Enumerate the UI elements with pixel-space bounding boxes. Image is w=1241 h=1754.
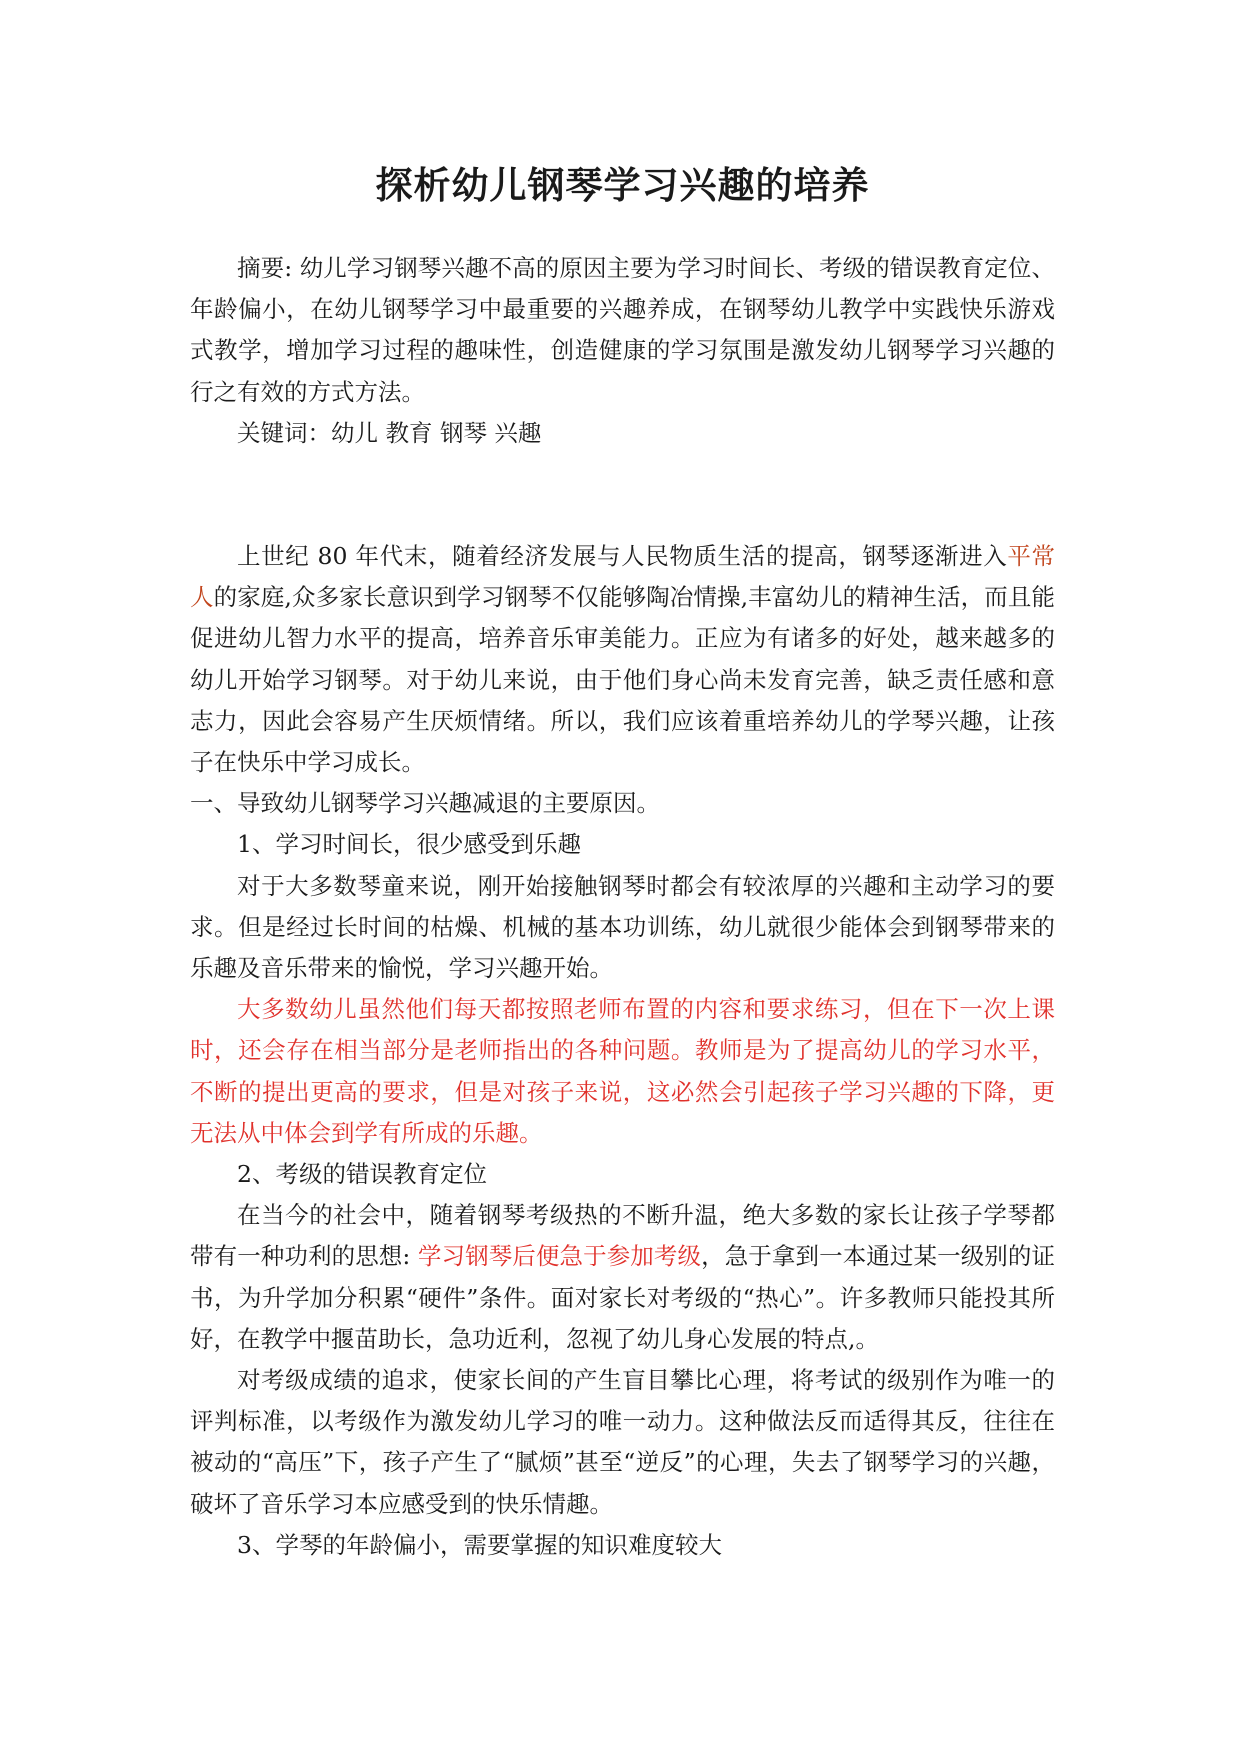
subheading-1: 1、学习时间长，很少感受到乐趣 [237, 830, 581, 859]
abstract-paragraph: 摘要: 幼儿学习钢琴兴趣不高的原因主要为学习时间长、考级的错误教育定位、年龄偏小，在幼儿钢琴学习中最重要的兴趣养成，在钢琴幼儿教学中实践快乐游戏式教学，增加学习过程的趣味性，创造健康的学习氛围是激发幼儿钢琴学习兴趣的行之有效的方式方法。 [190, 254, 1055, 406]
intro-text-start: 上世纪 80 年代末，随着经济发展与人民物质生活的提高，钢琴逐渐进入 [237, 542, 1008, 571]
subsection-1-paragraph-2: 大多数幼儿虽然他们每天都按照老师布置的内容和要求练习，但在下一次上课时，还会存在相当部分是老师指出的各种问题。教师是为了提高幼儿的学习水平，不断的提出更高的要求，但是对孩子来说，这必然会引起孩子学习兴趣的下降，更无法从中体会到学有所成的乐趣。 [190, 995, 1055, 1147]
section-spacer [190, 454, 1055, 536]
intro-paragraph [190, 536, 1055, 783]
document-page [190, 160, 1055, 1566]
sub2-highlight: 学习钢琴后便急于参加考级 [417, 1242, 702, 1271]
subheading-2: 2、考级的错误教育定位 [237, 1160, 487, 1189]
sub2-text-end: ，急于拿到一本通过某一级别的证书，为升学加分积累“硬件”条件。面对家长对考级的“热心”。许多教师只能投其所好，在教学中揠苗助长，急功近利，忽视了幼儿身心发展的特点,。 [190, 1242, 1055, 1353]
section-heading-1: 一、导致幼儿钢琴学习兴趣减退的主要原因。 [190, 789, 660, 818]
keywords-line: 关键词：幼儿 教育 钢琴 兴趣 [237, 418, 542, 447]
subheading-3: 3、学琴的年龄偏小，需要掌握的知识难度较大 [237, 1530, 722, 1559]
intro-highlight: 平常人 [190, 542, 1056, 612]
subsection-2-paragraph-1 [190, 1195, 1055, 1360]
subsection-2-paragraph-2: 对考级成绩的追求，使家长间的产生盲目攀比心理，将考试的级别作为唯一的评判标准，以考级作为激发幼儿学习的唯一动力。这种做法反而适得其反，往往在被动的“高压”下，孩子产生了“腻烦”甚至“逆反”的心理，失去了钢琴学习的兴趣，破坏了音乐学习本应感受到的快乐情趣。 [190, 1366, 1055, 1518]
document-title: 探析幼儿钢琴学习兴趣的培养 [375, 163, 870, 207]
sub2-text-start: 在当今的社会中，随着钢琴考级热的不断升温，绝大多数的家长让孩子学琴都带有一种功利的思想: [190, 1201, 1055, 1271]
subsection-1-paragraph-1: 对于大多数琴童来说，刚开始接触钢琴时都会有较浓厚的兴趣和主动学习的要求。但是经过长时间的枯燥、机械的基本功训练，幼儿就很少能体会到钢琴带来的乐趣及音乐带来的愉悦，学习兴趣开始。 [190, 871, 1055, 983]
intro-text-end: 的家庭,众多家长意识到学习钢琴不仅能够陶冶情操,丰富幼儿的精神生活，而且能促进幼儿智力水平的提高，培养音乐审美能力。正应为有诸多的好处，越来越多的幼儿开始学习钢琴。对于幼儿来说，由于他们身心尚未发育完善，缺乏责任感和意志力，因此会容易产生厌烦情绪。所以，我们应该着重培养幼儿的学琴兴趣，让孩子在快乐中学习成长。 [190, 583, 1055, 777]
